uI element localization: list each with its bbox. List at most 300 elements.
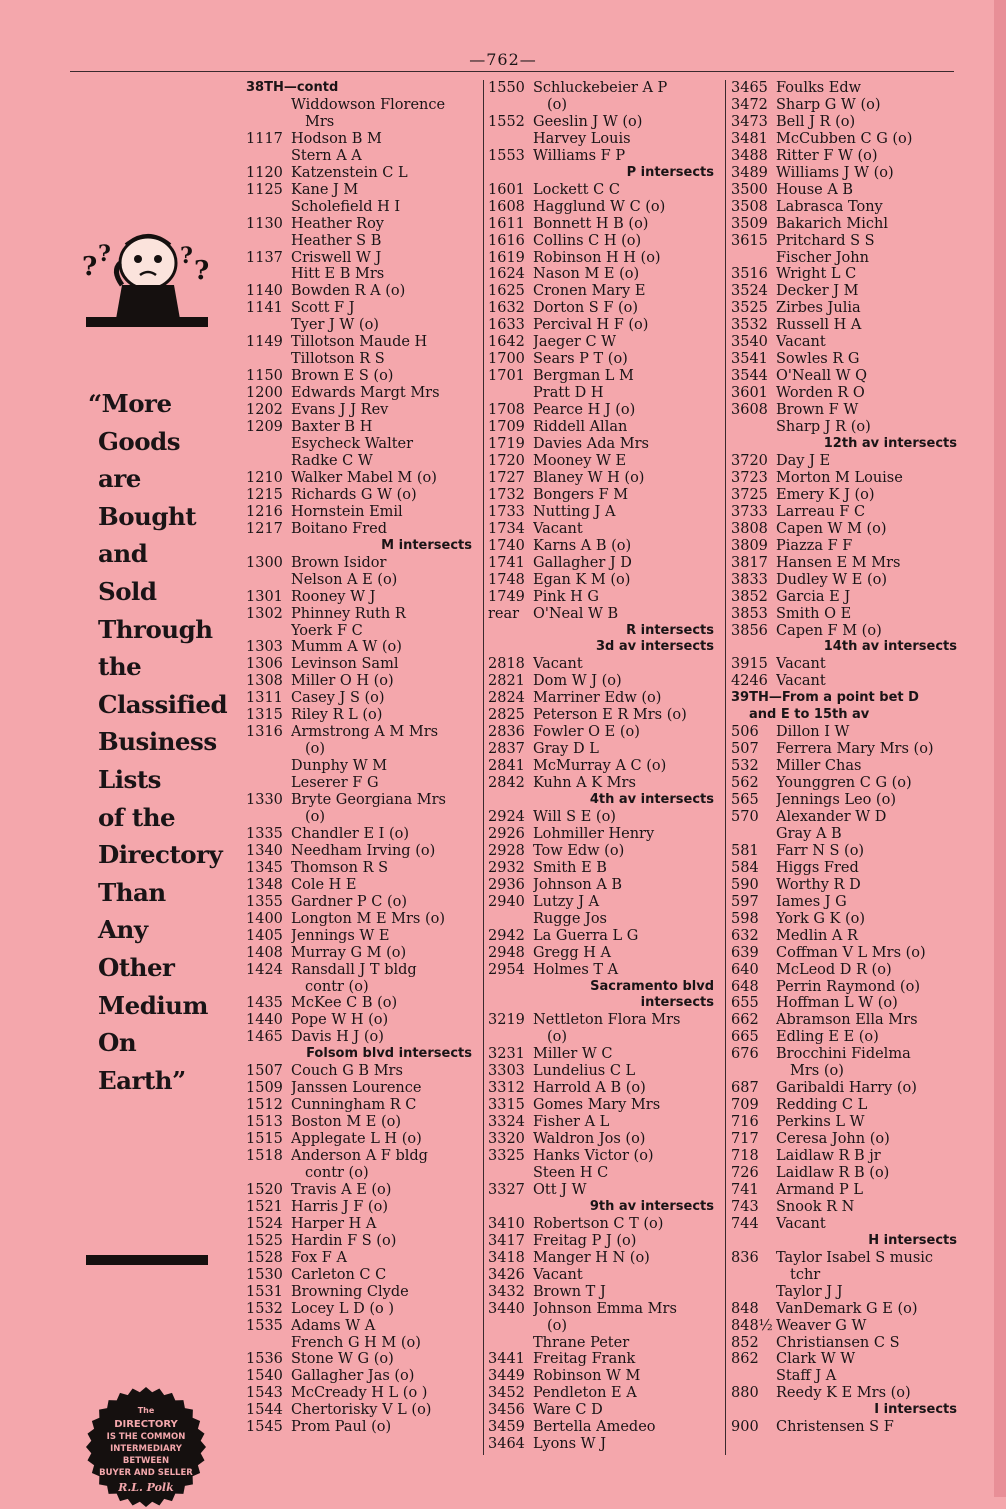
- svg-text:?: ?: [194, 256, 210, 286]
- resident-name: Christiansen C S: [776, 1334, 900, 1351]
- directory-listing-row: [246, 724, 478, 741]
- resident-name: Hagglund W C (o): [533, 198, 666, 215]
- house-number: 743: [731, 1198, 759, 1215]
- directory-listing-row: [731, 419, 963, 436]
- resident-name: Robertson C T (o): [533, 1215, 664, 1232]
- resident-name: Holmes T A: [533, 961, 619, 978]
- resident-name: Mumm A W (o): [291, 639, 402, 656]
- directory-listing-row: [488, 97, 720, 114]
- directory-listing-row: [488, 673, 720, 690]
- directory-listing-row: [488, 114, 720, 131]
- house-number: 848½: [731, 1317, 773, 1334]
- street-intersection-heading: and E to 15th av: [749, 707, 870, 723]
- house-number: 3516: [731, 266, 768, 283]
- ad-slogan-line: “More: [88, 389, 172, 418]
- house-number: 1540: [246, 1368, 283, 1385]
- directory-listing-row: [488, 928, 720, 945]
- directory-listing-row: [731, 521, 963, 538]
- street-intersection-heading: Sacramento blvd: [590, 978, 714, 994]
- house-number: 1424: [246, 961, 283, 978]
- ad-slogan-line: Earth”: [98, 1065, 186, 1095]
- directory-listing-row: [731, 283, 963, 300]
- directory-listing-row: [731, 945, 963, 962]
- house-number: 709: [731, 1097, 759, 1114]
- resident-name: Heather S B: [291, 232, 382, 249]
- house-number: 655: [731, 995, 759, 1012]
- directory-listing-row: [246, 266, 478, 283]
- directory-listing-row: [731, 1301, 963, 1318]
- resident-name: Alexander W D: [776, 808, 887, 825]
- house-number: 2924: [488, 808, 525, 825]
- directory-listing-row: [246, 1419, 478, 1436]
- house-number: 3325: [488, 1148, 525, 1165]
- house-number: 3481: [731, 130, 768, 147]
- house-number: 4246: [731, 673, 768, 690]
- resident-name: Pope W H (o): [291, 1012, 389, 1029]
- resident-name: Tyer J W (o): [291, 317, 379, 334]
- house-number: 570: [731, 808, 759, 825]
- directory-listing-row: [246, 1351, 478, 1368]
- directory-listing-row: [488, 1046, 720, 1063]
- house-number: [246, 233, 291, 250]
- resident-name: Murray G M (o): [291, 944, 407, 961]
- resident-name: Bakarich Michl: [776, 215, 888, 232]
- directory-listing-row: [246, 690, 478, 707]
- house-number: 3410: [488, 1215, 525, 1232]
- directory-listing-row: [488, 826, 720, 843]
- resident-name: Johnson A B: [533, 876, 623, 893]
- directory-listing-row: [246, 809, 478, 826]
- directory-listing-row: [731, 1284, 963, 1301]
- house-number: [488, 131, 533, 148]
- house-number: 741: [731, 1181, 759, 1198]
- directory-listing-row: [246, 843, 478, 860]
- directory-listing-row: [246, 1318, 478, 1335]
- directory-listing-row: [246, 216, 478, 233]
- resident-name: (o): [305, 741, 326, 758]
- directory-listing-row: [731, 334, 963, 351]
- house-number: 1733: [488, 503, 525, 520]
- house-number: 1209: [246, 419, 283, 436]
- directory-listing-row: [488, 1335, 720, 1352]
- seal-text-line: BETWEEN: [122, 1456, 170, 1466]
- house-number: 3500: [731, 181, 768, 198]
- directory-listing-row: [731, 131, 963, 148]
- house-number: 3817: [731, 554, 768, 571]
- house-number: 1330: [246, 792, 283, 809]
- house-number: 3465: [731, 80, 768, 96]
- street-intersection-heading: 12th av intersects: [823, 436, 957, 452]
- directory-listing-row: [731, 250, 963, 267]
- directory-listing-row: [731, 724, 963, 741]
- directory-listing-row: [731, 1029, 963, 1046]
- house-number: 836: [731, 1249, 759, 1266]
- resident-name: Gray D L: [533, 741, 599, 758]
- directory-listing-row: [488, 945, 720, 962]
- directory-listing-row: [731, 453, 963, 470]
- resident-name: Higgs Fred: [776, 859, 859, 876]
- house-number: 852: [731, 1334, 759, 1351]
- directory-listing-row: [731, 114, 963, 131]
- resident-name: Snook R N: [776, 1198, 855, 1215]
- directory-listing-row: [731, 995, 963, 1012]
- directory-listing-row: [488, 1097, 720, 1114]
- house-number: 598: [731, 910, 759, 927]
- resident-name: Worthy R D: [776, 876, 861, 893]
- resident-name: Will S E (o): [533, 808, 616, 825]
- svg-text:?: ?: [180, 243, 193, 269]
- house-number: 1348: [246, 876, 283, 893]
- house-number: [246, 979, 291, 996]
- resident-name: Bell J R (o): [776, 113, 856, 130]
- resident-name: Radke C W: [291, 452, 373, 469]
- resident-name: Perkins L W: [776, 1114, 865, 1131]
- house-number: 1642: [488, 334, 525, 351]
- directory-listing-row: [488, 724, 720, 741]
- resident-name: Taylor Isabel S music: [776, 1249, 934, 1266]
- house-number: 1515: [246, 1131, 283, 1148]
- resident-name: Jennings Leo (o): [776, 792, 896, 809]
- resident-name: Day J E: [776, 452, 831, 469]
- cartoon-figure-icon: [82, 223, 212, 323]
- house-number: 3320: [488, 1131, 525, 1148]
- resident-name: Williams F P: [533, 147, 626, 164]
- house-number: 1611: [488, 215, 525, 232]
- house-number: 3327: [488, 1181, 525, 1198]
- directory-listing-row: [731, 1046, 963, 1063]
- directory-listing-row: [731, 487, 963, 504]
- directory-listing-row: [488, 300, 720, 317]
- directory-listing-row: [246, 1385, 478, 1402]
- house-number: 3723: [731, 469, 768, 486]
- house-number: 1301: [246, 588, 283, 605]
- directory-listing-row: [246, 792, 478, 809]
- directory-listing-row: [488, 656, 720, 673]
- directory-listing-row: [488, 1114, 720, 1131]
- directory-listing-row: [246, 775, 478, 792]
- resident-name: Yoerk F C: [291, 622, 363, 639]
- directory-listing-row: [731, 572, 963, 589]
- directory-listing-row: [246, 707, 478, 724]
- resident-name: Bryte Georgiana Mrs: [291, 792, 446, 809]
- directory-listing-row: [246, 131, 478, 148]
- ad-slogan: [88, 385, 227, 1099]
- house-number: 1150: [246, 368, 283, 385]
- house-number: 597: [731, 893, 759, 910]
- directory-listing-row: [488, 1385, 720, 1402]
- house-number: 532: [731, 758, 759, 775]
- directory-listing-row: [731, 792, 963, 809]
- directory-listing-row: [246, 758, 478, 775]
- house-number: 1408: [246, 944, 283, 961]
- directory-listing-row: [246, 572, 478, 589]
- house-number: [246, 453, 291, 470]
- directory-listing-row: [488, 1182, 720, 1199]
- directory-listing-row: [488, 690, 720, 707]
- street-intersection-heading: 3d av intersects: [595, 639, 714, 655]
- directory-listing-row: [246, 1301, 478, 1318]
- directory-listing-row: [246, 1080, 478, 1097]
- house-number: [246, 317, 291, 334]
- directory-listing-row: [731, 368, 963, 385]
- resident-name: Hoffman L W (o): [776, 995, 898, 1012]
- directory-listing-row: [731, 741, 963, 758]
- resident-name: Capen F M (o): [776, 622, 882, 639]
- directory-listing-row: [731, 351, 963, 368]
- resident-name: McCubben C G (o): [776, 130, 913, 147]
- directory-listing-row: [731, 1335, 963, 1352]
- street-intersection-heading: R intersects: [626, 622, 714, 638]
- resident-name: Travis A E (o): [291, 1181, 392, 1198]
- house-number: 3809: [731, 537, 768, 554]
- resident-name: Hodson B M: [291, 130, 382, 147]
- directory-listing-row: [731, 97, 963, 114]
- house-number: 3833: [731, 571, 768, 588]
- resident-name: Nelson A E (o): [291, 571, 398, 588]
- directory-listing-row: [246, 165, 478, 182]
- resident-name: Reedy K E Mrs (o): [776, 1385, 911, 1402]
- directory-listing-row: [246, 589, 478, 606]
- resident-name: Coffman V L Mrs (o): [776, 944, 926, 961]
- house-number: 3720: [731, 452, 768, 469]
- resident-name: Baxter B H: [291, 419, 373, 436]
- resident-name: Levinson Saml: [291, 656, 399, 673]
- directory-listing-row: [246, 470, 478, 487]
- house-number: 1708: [488, 402, 525, 419]
- directory-listing-row: [488, 1351, 720, 1368]
- house-number: 1616: [488, 232, 525, 249]
- house-number: 1544: [246, 1402, 283, 1419]
- directory-listing-row: [731, 1114, 963, 1131]
- directory-listing-row: [246, 1029, 478, 1046]
- resident-name: contr (o): [305, 978, 369, 995]
- resident-name: Smith E B: [533, 859, 607, 876]
- resident-name: Manger H N (o): [533, 1249, 650, 1266]
- directory-listing-row: [488, 1131, 720, 1148]
- resident-name: (o): [547, 1029, 568, 1046]
- resident-name: Armand P L: [776, 1181, 864, 1198]
- resident-name: Waldron Jos (o): [533, 1131, 646, 1148]
- resident-name: Garcia E J: [776, 588, 851, 605]
- directory-listing-row: [246, 1131, 478, 1148]
- ad-divider-bottom: [86, 1255, 208, 1265]
- house-number: 1355: [246, 893, 283, 910]
- house-number: 1700: [488, 351, 525, 368]
- directory-listing-row: [488, 758, 720, 775]
- directory-listing-row: [731, 555, 963, 572]
- resident-name: Davies Ada Mrs: [533, 436, 649, 453]
- street-intersection-heading: I intersects: [874, 1402, 957, 1418]
- resident-name: Cronen Mary E: [533, 283, 646, 300]
- ad-slogan-line: Lists: [98, 764, 161, 794]
- ad-slogan-line: On: [98, 1028, 137, 1058]
- house-number: 1552: [488, 113, 525, 130]
- house-number: 1521: [246, 1198, 283, 1215]
- house-number: 1632: [488, 300, 525, 317]
- house-number: 1701: [488, 368, 525, 385]
- house-number: [731, 1063, 776, 1080]
- directory-listing-row: [488, 1148, 720, 1165]
- resident-name: Wright L C: [776, 266, 857, 283]
- directory-listing-row: [488, 351, 720, 368]
- house-number: 584: [731, 859, 759, 876]
- resident-name: York G K (o): [776, 910, 866, 927]
- house-number: 3544: [731, 368, 768, 385]
- house-number: 1149: [246, 334, 283, 351]
- directory-listing-row: [246, 656, 478, 673]
- directory-listing-row: [731, 860, 963, 877]
- resident-name: Taylor J J: [776, 1283, 843, 1300]
- street-intersection-heading: M intersects: [381, 537, 472, 553]
- directory-listing-row: [731, 1250, 963, 1267]
- directory-listing-row: [246, 419, 478, 436]
- resident-name: Fisher A L: [533, 1114, 610, 1131]
- directory-listing-row: [488, 843, 720, 860]
- house-number: 1543: [246, 1385, 283, 1402]
- house-number: 3315: [488, 1097, 525, 1114]
- house-number: 3856: [731, 622, 768, 639]
- house-number: 3324: [488, 1114, 525, 1131]
- directory-listing-row: [488, 266, 720, 283]
- house-number: 2942: [488, 927, 525, 944]
- house-number: 3219: [488, 1012, 525, 1029]
- ad-slogan-line: and: [98, 539, 148, 569]
- house-number: 716: [731, 1114, 759, 1131]
- resident-name: Nutting J A: [533, 503, 616, 520]
- street-intersection-heading: 14th av intersects: [823, 639, 957, 655]
- page-number: —762—: [469, 50, 537, 69]
- resident-name: Younggren C G (o): [776, 775, 912, 792]
- resident-name: Lockett C C: [533, 181, 620, 198]
- house-number: 2940: [488, 893, 525, 910]
- directory-listing-row: [731, 656, 963, 673]
- house-number: 717: [731, 1131, 759, 1148]
- resident-name: Iames J G: [776, 893, 847, 910]
- house-number: 1120: [246, 164, 283, 181]
- street-intersection-heading: P intersects: [626, 164, 714, 180]
- directory-listing-row: [731, 1012, 963, 1029]
- resident-name: Gomes Mary Mrs: [533, 1097, 661, 1114]
- resident-name: Pendleton E A: [533, 1385, 637, 1402]
- resident-name: Carleton C C: [291, 1266, 387, 1283]
- directory-listing-row: [246, 199, 478, 216]
- directory-listing-row: [488, 707, 720, 724]
- resident-name: Kane J M: [291, 181, 359, 198]
- house-number: rear: [488, 605, 520, 622]
- directory-listing-row: [246, 1402, 478, 1419]
- resident-name: Hardin F S (o): [291, 1232, 397, 1249]
- house-number: 3541: [731, 351, 768, 368]
- directory-listing-row: [246, 894, 478, 911]
- resident-name: Ott J W: [533, 1181, 587, 1198]
- house-number: [488, 97, 533, 114]
- house-number: 1340: [246, 842, 283, 859]
- resident-name: Leserer F G: [291, 775, 379, 792]
- house-number: 1130: [246, 215, 283, 232]
- resident-name: Rooney W J: [291, 588, 376, 605]
- house-number: [246, 436, 291, 453]
- house-number: 3449: [488, 1368, 525, 1385]
- house-number: 507: [731, 741, 759, 758]
- house-number: 1215: [246, 486, 283, 503]
- svg-text:?: ?: [82, 252, 98, 282]
- house-number: 2824: [488, 690, 525, 707]
- house-number: 1117: [246, 130, 283, 147]
- directory-listing-row: [246, 1114, 478, 1131]
- directory-listing-row: [488, 877, 720, 894]
- resident-name: Karns A B (o): [533, 537, 632, 554]
- house-number: 1532: [246, 1300, 283, 1317]
- directory-listing-row: [488, 1368, 720, 1385]
- directory-listing-row: [246, 402, 478, 419]
- house-number: 3615: [731, 232, 768, 249]
- house-number: 3464: [488, 1436, 525, 1453]
- resident-name: Peterson E R Mrs (o): [533, 707, 687, 724]
- directory-listing-row: [488, 250, 720, 267]
- ad-slogan-line: Through: [98, 614, 213, 644]
- house-number: 744: [731, 1215, 759, 1232]
- directory-listing-row: [488, 1080, 720, 1097]
- directory-listing-row: [246, 317, 478, 334]
- directory-listing-row: [488, 402, 720, 419]
- house-number: 2836: [488, 724, 525, 741]
- ad-slogan-line: Sold: [98, 576, 157, 606]
- house-number: 2932: [488, 859, 525, 876]
- house-number: 662: [731, 1012, 759, 1029]
- resident-name: Hanks Victor (o): [533, 1148, 654, 1165]
- directory-listing-row: [731, 233, 963, 250]
- seal-text-line: The: [137, 1406, 155, 1415]
- resident-name: Laidlaw R B (o): [776, 1165, 890, 1181]
- directory-listing-row: [246, 606, 478, 623]
- resident-name: contr (o): [305, 1165, 369, 1181]
- directory-listing-row: [246, 334, 478, 351]
- house-number: [246, 199, 291, 216]
- directory-listing-row: [731, 1131, 963, 1148]
- house-number: 1316: [246, 724, 283, 741]
- house-number: 1140: [246, 283, 283, 300]
- directory-listing-row: [246, 945, 478, 962]
- directory-listing-row: [488, 1063, 720, 1080]
- directory-listing-row: [488, 555, 720, 572]
- directory-listing-row: [488, 521, 720, 538]
- house-number: 1217: [246, 520, 283, 537]
- directory-listing-row: [488, 1250, 720, 1267]
- resident-name: Miller W C: [533, 1046, 613, 1063]
- resident-name: O'Neal W B: [533, 605, 619, 622]
- resident-name: Hornstein Emil: [291, 503, 403, 520]
- resident-name: Geeslin J W (o): [533, 113, 643, 130]
- house-number: 676: [731, 1046, 759, 1063]
- street-intersection-heading: H intersects: [868, 1232, 957, 1248]
- directory-listing-row: [246, 995, 478, 1012]
- house-number: 1625: [488, 283, 525, 300]
- directory-listing-row: [731, 1351, 963, 1368]
- house-number: 590: [731, 876, 759, 893]
- directory-seal-icon: [84, 1385, 208, 1509]
- directory-listing-row: [246, 521, 478, 538]
- house-number: [731, 1284, 776, 1301]
- resident-name: Brown Isidor: [291, 554, 387, 571]
- directory-listing-row: [246, 114, 478, 131]
- directory-listing-row: [488, 487, 720, 504]
- house-number: [488, 1335, 533, 1352]
- house-number: 1748: [488, 571, 525, 588]
- resident-name: (o): [305, 808, 326, 825]
- directory-listing-row: [246, 250, 478, 267]
- house-number: [246, 775, 291, 792]
- listing-column-1: [246, 80, 478, 1436]
